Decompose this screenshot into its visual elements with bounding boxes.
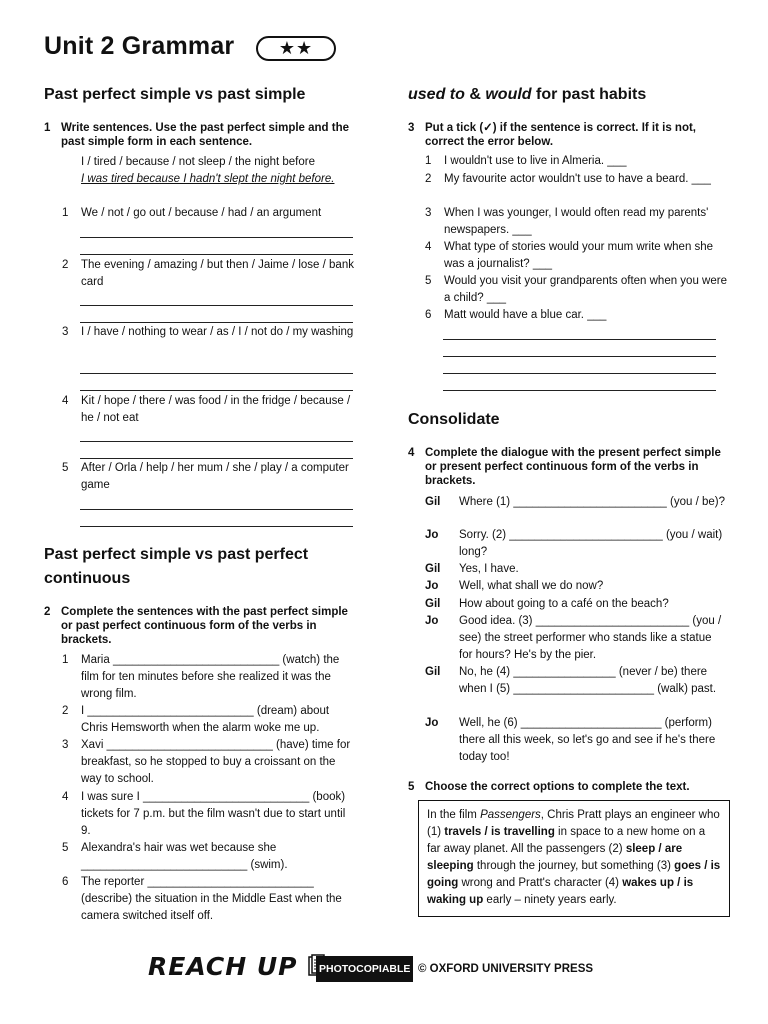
item-number: 5 xyxy=(62,462,69,474)
title-part: would xyxy=(485,86,532,103)
dialogue-line xyxy=(425,561,725,578)
item-number: 3 xyxy=(62,326,69,338)
answer-lines[interactable] xyxy=(80,289,353,323)
section-title-consolidate: Consolidate xyxy=(408,411,500,428)
item-number: 5 xyxy=(62,842,69,854)
example-answer: I was tired because I hadn't slept the night before. xyxy=(81,173,335,185)
section-title-past-perfect: Past perfect simple vs past simple xyxy=(44,86,306,103)
speaker-name: Jo xyxy=(425,529,439,541)
item-text: I was sure I __________________________ (book) tickets for 7 p.m. but the film wasn't due to start until 9. xyxy=(81,791,346,837)
answer-lines[interactable] xyxy=(443,323,716,391)
option-3b[interactable]: is going xyxy=(427,860,721,889)
exercise-1-item xyxy=(62,393,357,427)
option-separator: / xyxy=(701,860,711,872)
dialogue-line xyxy=(425,578,725,595)
answer-lines[interactable] xyxy=(80,493,353,527)
item-number: 4 xyxy=(62,395,69,407)
instruction-text: Put a tick (✓) if the sentence is correct. If it is not, correct the error below. xyxy=(425,122,696,148)
box-text: , Chris Pratt plays an engineer who (1) xyxy=(427,809,720,838)
box-text: wrong and Pratt's character (4) xyxy=(458,877,623,889)
speaker-name: Gil xyxy=(425,496,441,508)
section-title-past-perfect-continuous: Past perfect simple vs past perfect continuous xyxy=(44,546,309,587)
item-text: I __________________________ (dream) about Chris Hemsworth when the alarm woke me up. xyxy=(81,705,330,734)
item-text: I / have / nothing to wear / as / I / not do / my washing xyxy=(81,326,354,338)
option-4a[interactable]: wakes up xyxy=(622,877,674,889)
dialogue-line xyxy=(425,596,725,613)
dialogue-line xyxy=(425,494,725,511)
page-title: Unit 2 Grammar xyxy=(44,32,235,60)
difficulty-stars-icon: ★★ xyxy=(256,36,336,61)
title-part: for past habits xyxy=(531,86,647,103)
instruction-text: Complete the sentences with the past perfect simple or past perfect continuous form of the verbs in brackets. xyxy=(61,606,348,646)
dialogue-text: Well, what shall we do now? xyxy=(459,580,604,592)
dialogue-line xyxy=(425,613,725,664)
option-separator: / xyxy=(655,843,665,855)
dialogue-line xyxy=(425,664,725,698)
item-number: 2 xyxy=(62,259,69,271)
exercise-3-item xyxy=(425,171,715,188)
film-title: Passengers xyxy=(480,809,541,821)
item-text: After / Orla / help / her mum / she / play / a computer game xyxy=(81,462,349,491)
box-text: early – ninety years early. xyxy=(483,894,617,906)
item-text: Xavi __________________________ (have) time for breakfast, so he stopped to buy a croissant on the way to school. xyxy=(81,739,351,785)
exercise-number: 4 xyxy=(408,447,415,459)
dialogue-text: No, he (4) ________________ (never / be) there when I (5) ______________________ (walk) past. xyxy=(459,666,717,695)
item-number: 4 xyxy=(425,241,432,253)
option-1a[interactable]: travels xyxy=(444,826,482,838)
answer-lines[interactable] xyxy=(80,357,353,391)
item-text: Would you visit your grandparents often when you were a child? ___ xyxy=(444,275,727,304)
exercise-3-item xyxy=(425,273,730,307)
box-text: In the film xyxy=(427,809,481,821)
item-number: 3 xyxy=(62,739,69,751)
copyright-notice: © OXFORD UNIVERSITY PRESS xyxy=(418,963,594,975)
exercise-4-instruction xyxy=(408,446,728,488)
exercise-2-item xyxy=(62,737,358,788)
item-number: 5 xyxy=(425,275,432,287)
item-text: Kit / hope / there / was food / in the fridge / because / he / not eat xyxy=(81,395,351,424)
item-text: My favourite actor wouldn't use to have a beard. ___ xyxy=(444,173,711,185)
exercise-2-instruction xyxy=(44,605,354,647)
exercise-2-item xyxy=(62,840,358,874)
answer-lines[interactable] xyxy=(80,425,353,459)
exercise-5-instruction xyxy=(408,780,728,794)
exercise-number: 1 xyxy=(44,122,51,134)
speaker-name: Jo xyxy=(425,615,439,627)
instruction-text: Write sentences. Use the past perfect simple and the past simple form in each sentence. xyxy=(61,122,350,148)
text-box xyxy=(418,800,730,917)
option-1b[interactable]: is travelling xyxy=(490,826,555,838)
item-number: 4 xyxy=(62,791,69,803)
item-text: The evening / amazing / but then / Jaime / lose / bank card xyxy=(81,259,354,288)
item-number: 1 xyxy=(62,207,69,219)
exercise-2-item xyxy=(62,652,358,703)
exercise-number: 2 xyxy=(44,606,51,618)
exercise-number: 3 xyxy=(408,122,415,134)
item-number: 1 xyxy=(62,654,69,666)
photocopiable-badge: PHOTOCOPIABLE xyxy=(316,956,413,982)
title-part: used to xyxy=(408,86,465,103)
speaker-name: Gil xyxy=(425,563,441,575)
exercise-1-instruction xyxy=(44,121,354,149)
item-number: 2 xyxy=(62,705,69,717)
reach-up-logo xyxy=(148,952,327,981)
exercise-3-item xyxy=(425,153,725,170)
instruction-text: Choose the correct options to complete the text. xyxy=(425,781,690,793)
dialogue-text: How about going to a café on the beach? xyxy=(459,598,669,610)
exercise-3-item xyxy=(425,307,725,324)
speaker-name: Gil xyxy=(425,666,441,678)
exercise-3-item xyxy=(425,205,725,239)
item-text: The reporter __________________________ (describe) the situation in the Middle East when the camera switched itself off. xyxy=(81,876,342,922)
item-number: 6 xyxy=(425,309,432,321)
box-text: in space to a new home on a far away planet. All the passengers (2) xyxy=(427,826,706,855)
item-text: What type of stories would your mum write when she was a journalist? ___ xyxy=(444,241,714,270)
dialogue-line xyxy=(425,715,725,766)
option-separator: / xyxy=(481,826,491,838)
exercise-1-item xyxy=(62,324,357,341)
exercise-2-item xyxy=(62,703,358,737)
exercise-2-item xyxy=(62,789,358,840)
dialogue-line xyxy=(425,527,725,561)
option-2a[interactable]: sleep xyxy=(625,843,656,855)
option-3a[interactable]: goes xyxy=(674,860,702,872)
item-text: Alexandra's hair was wet because she __________________________ (swim). xyxy=(81,842,288,871)
item-text: Matt would have a blue car. ___ xyxy=(444,309,607,321)
exercise-number: 5 xyxy=(408,781,415,793)
exercise-1-item xyxy=(62,460,357,494)
item-text: When I was younger, I would often read my parents' newspapers. ___ xyxy=(444,207,709,236)
dialogue-text: Good idea. (3) ________________________ (you / see) the street performer who stands like a statue for hours? He's by the pier. xyxy=(459,615,722,661)
item-text: I wouldn't use to live in Almeria. ___ xyxy=(444,155,627,167)
example-prompt: I / tired / because / not sleep / the night before xyxy=(81,156,315,168)
option-4b[interactable]: is waking up xyxy=(427,877,694,906)
item-number: 6 xyxy=(62,876,69,888)
item-number: 3 xyxy=(425,207,432,219)
dialogue-text: Well, he (6) ______________________ (perform) there all this week, so let's go and see if he's there today too! xyxy=(459,717,716,763)
exercise-3-item xyxy=(425,239,730,273)
dialogue-text: Where (1) ________________________ (you / be)? xyxy=(459,496,725,508)
exercise-2-item xyxy=(62,874,358,925)
speaker-name: Gil xyxy=(425,598,441,610)
exercise-3-instruction xyxy=(408,121,718,149)
speaker-name: Jo xyxy=(425,580,439,592)
exercise-1-item xyxy=(62,205,357,222)
item-text: We / not / go out / because / had / an argument xyxy=(81,207,322,219)
exercise-1-item xyxy=(62,257,357,291)
speaker-name: Jo xyxy=(425,717,439,729)
item-number: 1 xyxy=(425,155,432,167)
dialogue-text: Yes, I have. xyxy=(459,563,519,575)
option-separator: / xyxy=(673,877,684,889)
item-text: Maria __________________________ (watch) the film for ten minutes before she realized it was the wrong film. xyxy=(81,654,340,700)
item-number: 2 xyxy=(425,173,432,185)
logo-text: REACH UP xyxy=(148,952,298,981)
answer-lines[interactable] xyxy=(80,221,353,255)
option-2b[interactable]: are sleeping xyxy=(427,843,683,872)
box-text: through the journey, but something (3) xyxy=(473,860,675,872)
section-title-used-to-would xyxy=(408,83,646,107)
instruction-text: Complete the dialogue with the present perfect simple or present perfect continuous form of the verbs in brackets. xyxy=(425,447,721,487)
title-part: & xyxy=(464,86,486,103)
dialogue-text: Sorry. (2) ________________________ (you / wait) long? xyxy=(459,529,723,558)
